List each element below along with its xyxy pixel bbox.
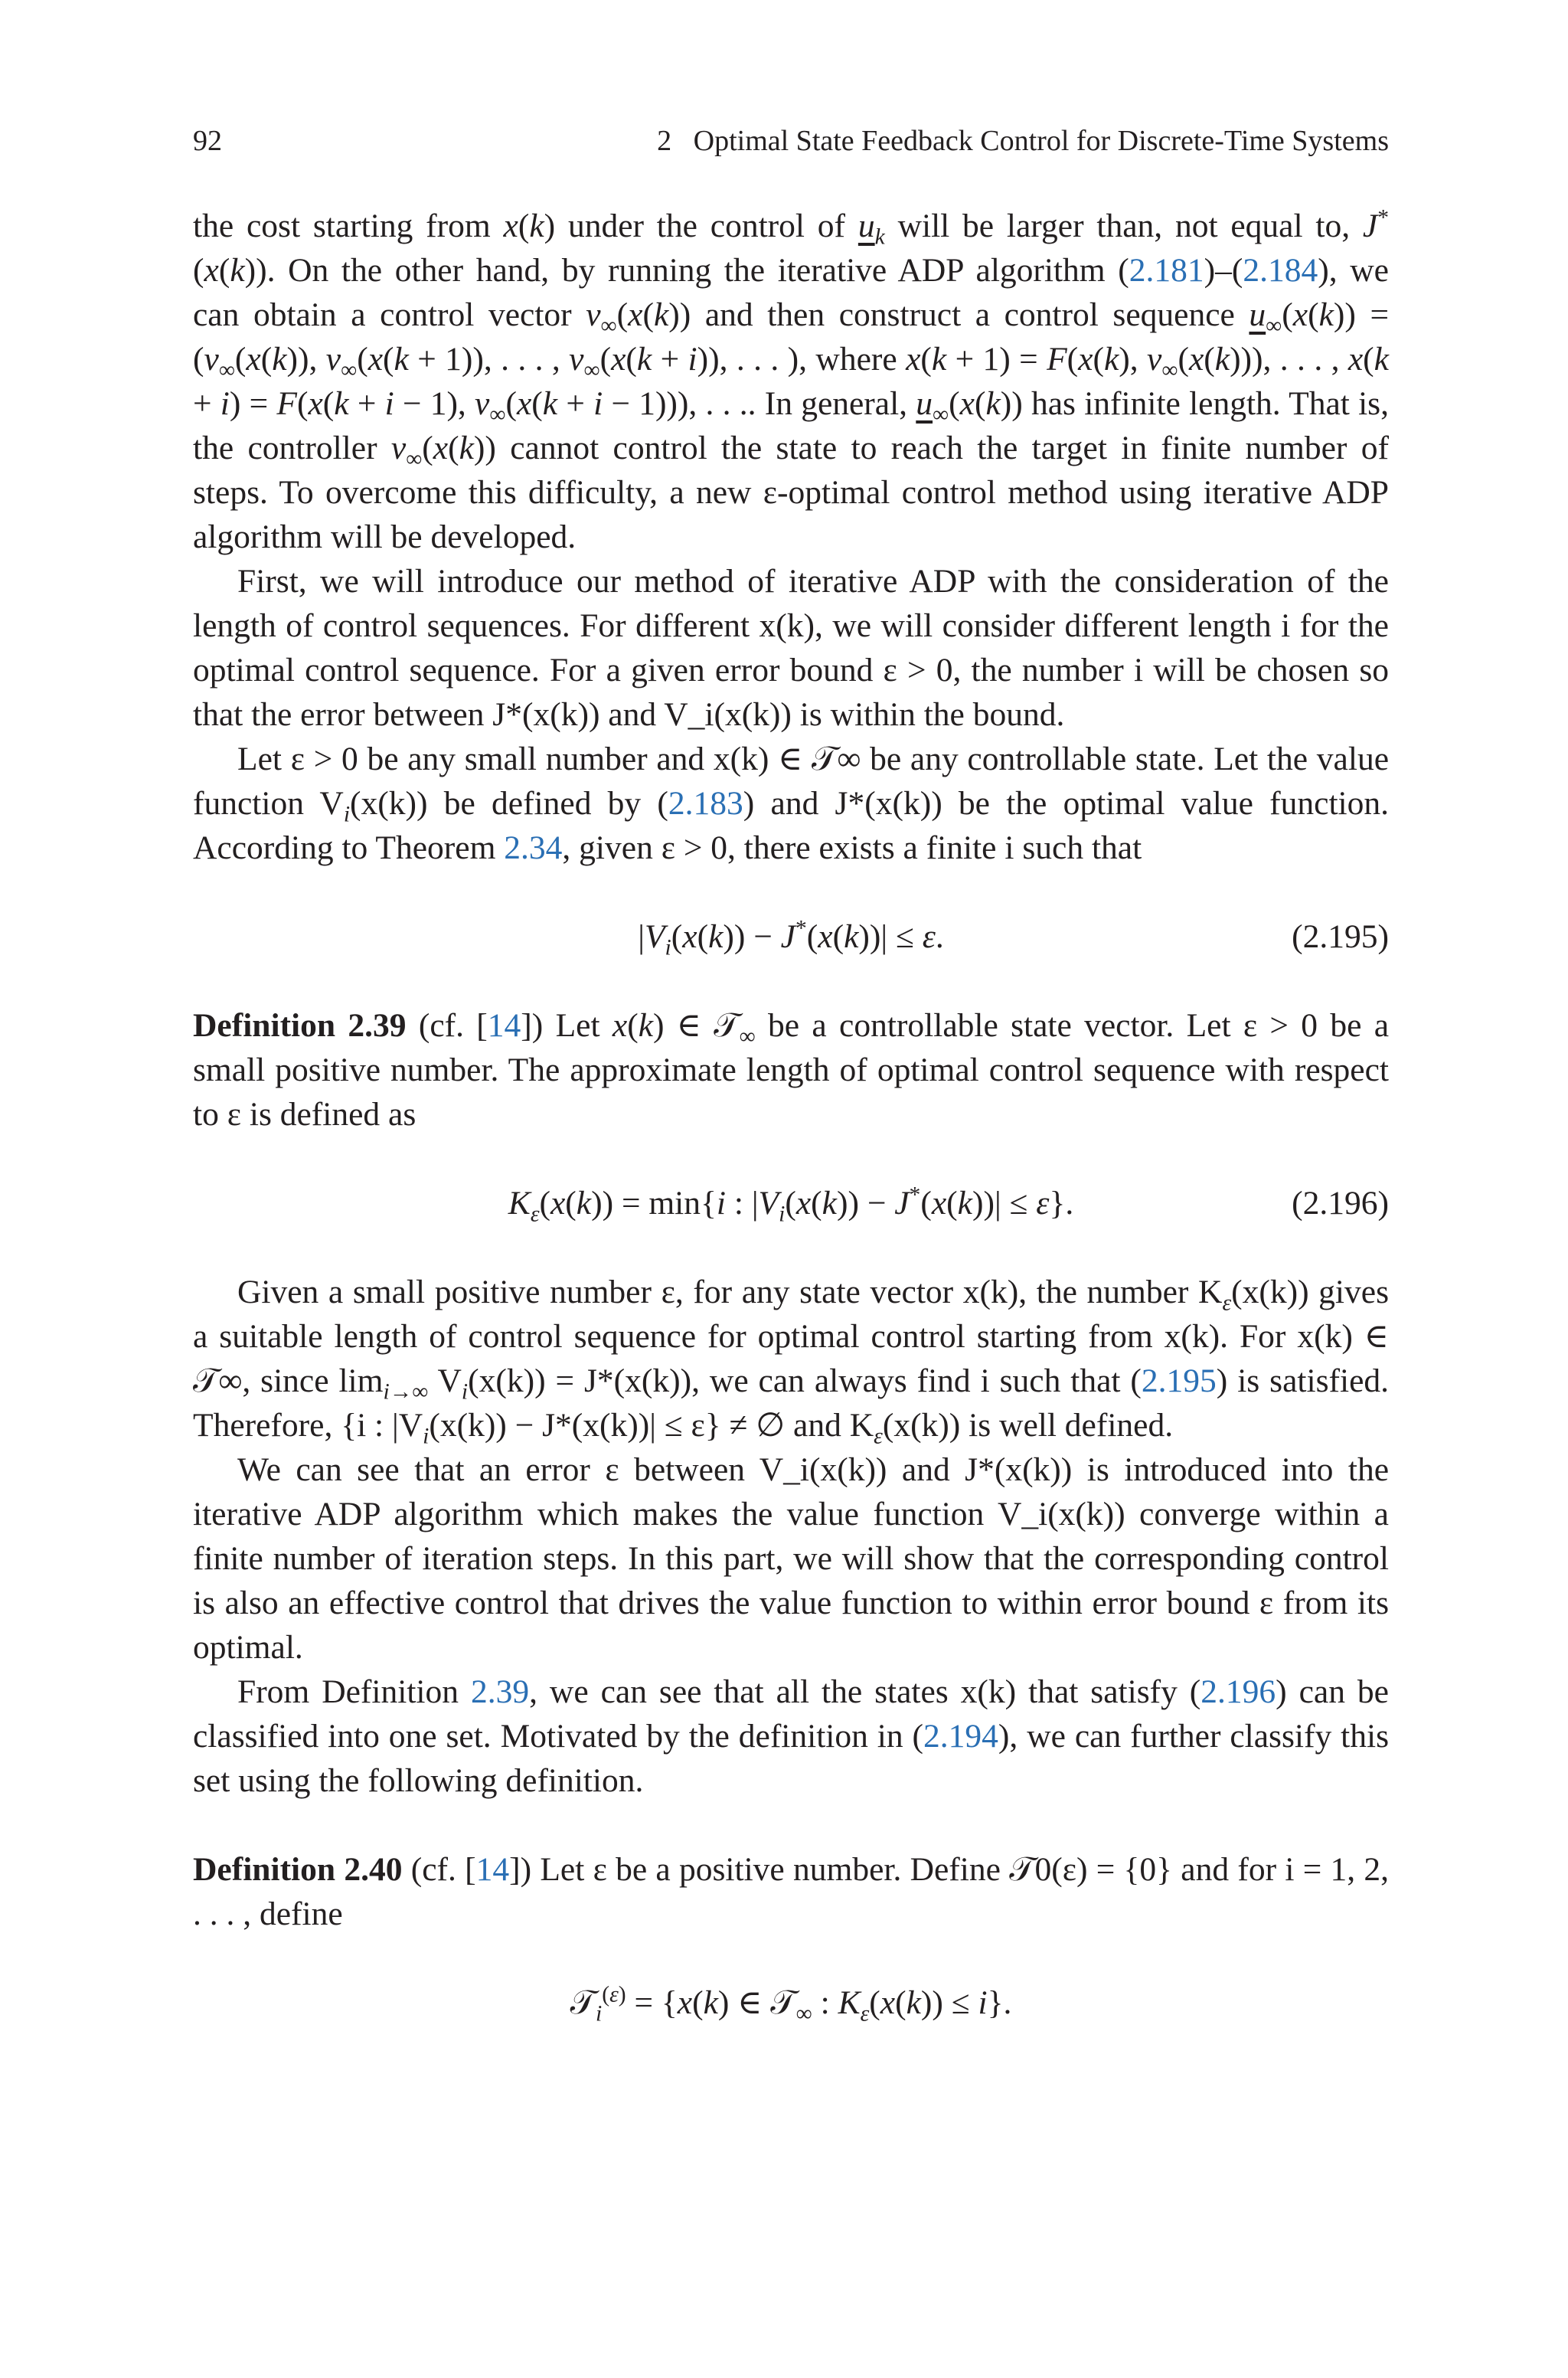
running-title: 2 Optimal State Feedback Control for Discrete-Time Systems xyxy=(657,125,1389,157)
equation-number: (2.195) xyxy=(1292,918,1389,955)
paragraph-3: Let ε > 0 be any small number and x(k) ∈ 𝒯∞ be any controllable state. Let the value function $V_i(x(k))$ be defined by (2.183) and J*(x(k)) be the optimal value function. According to Theorem 2.34, given ε > 0, there exists a finite i such that xyxy=(193,741,1389,866)
ref-eq-2-184[interactable]: 2.184 xyxy=(1243,252,1318,289)
definition-label: Definition 2.39 xyxy=(193,1007,407,1044)
equation-number: (2.196) xyxy=(1292,1185,1389,1222)
definition-2-40: Definition 2.40 (cf. [14]) Let ε be a positive number. Define 𝒯0(ε) = {0} and for i = 1, 2, . . . , define xyxy=(193,1851,1389,1932)
ref-definition-2-39[interactable]: 2.39 xyxy=(470,1673,530,1710)
equation-set-definition: 𝒯$_i^{(\varepsilon)}$ = {x(k) ∈ 𝒯$_\infty$ : $K_\varepsilon(x(k)) \le i$}. xyxy=(570,1982,1012,2026)
paragraph-4: Given a small positive number ε, for any state vector x(k), the number $K_\varepsilon(x(k))$ gives a suitable length of control sequence for optimal control starting from x(k). For x(k) ∈ 𝒯∞, since $\lim_{i\to\infty} V_i(x(k)) = J*(x(k))$, we can always find i such that (2.195) is satisfied. Therefore, {i : $|V_i(x(k)) - J*(x(k))| \le \varepsilon$} ≠ ∅ and $K_\varepsilon(x(k))$ is well defined. xyxy=(193,1274,1389,1449)
paragraph-6: From Definition 2.39, we can see that all the states x(k) that satisfy (2.196) can be classified into one set. Motivated by the definition in (2.194), we can further classify this set using the following definition. xyxy=(193,1673,1389,1799)
ref-eq-2-183[interactable]: 2.183 xyxy=(668,785,743,822)
equation-2-195: $|V_i(x(k)) - J^*(x(k))| \le \varepsilon$. (2.195) xyxy=(193,914,1389,959)
ref-eq-2-194[interactable]: 2.194 xyxy=(923,1718,998,1755)
ref-eq-2-196[interactable]: 2.196 xyxy=(1200,1673,1276,1710)
ref-theorem-2-34[interactable]: 2.34 xyxy=(504,829,563,866)
ref-eq-2-181[interactable]: 2.181 xyxy=(1129,252,1204,289)
definition-label: Definition 2.40 xyxy=(193,1851,403,1888)
body-text xyxy=(193,204,1389,2025)
paragraph-1: the cost starting from x(k) under the control of $u_k$ will be larger than, not equal to, J*(x(k)). On the other hand, by running the iterative ADP algorithm (2.181)–(2.184), we can obtain a control vector $v_\infty(x(k))$ and then construct a control sequence $u_\infty(x(k)) = (v_\infty(x(k))$, $v_\infty(x(k + 1))$, . . . , $v_\infty(x(k + i))$, . . . ), where x(k + 1) = F(x(k), $v_\infty(x(k))$), . . . , x(k + i) = F(x(k + i − 1), $v_\infty(x(k + i - 1))$), . . .. In general, $u_\infty(x(k))$ has infinite length. That is, the controller $v_\infty(x(k))$ cannot control the state to reach the target in finite number of steps. To overcome this difficulty, a new ε-optimal control method using iterative ADP algorithm will be developed. xyxy=(193,205,1389,555)
page-number: 92 xyxy=(193,125,222,157)
definition-2-39: Definition 2.39 (cf. [14]) Let x(k) ∈ 𝒯$_\infty$ be a controllable state vector. Let ε > 0 be a small positive number. The approximate length of optimal control sequence with respect to ε is defined as xyxy=(193,1007,1390,1133)
ref-eq-2-195[interactable]: 2.195 xyxy=(1141,1362,1217,1399)
paragraph-2: First, we will introduce our method of iterative ADP with the consideration of the length of control sequences. For different x(k), we will consider different length i for the optimal control sequence. For a given error bound ε > 0, the number i will be chosen so that the error between J*(x(k)) and V_i(x(k)) is within the bound. xyxy=(193,563,1389,733)
paragraph-5: We can see that an error ε between V_i(x(k)) and J*(x(k)) is introduced into the iterative ADP algorithm which makes the value function V_i(x(k)) converge within a finite number of iteration steps. In this part, we will show that the corresponding control is also an effective control that drives the value function to within error bound ε from its optimal. xyxy=(193,1451,1389,1666)
equation-2-196: $K_\varepsilon(x(k)) = \min\{i$ : $|V_i(x(k)) - J^*(x(k))| \le \varepsilon$}. (2.196) xyxy=(193,1181,1389,1225)
ref-citation-14[interactable]: 14 xyxy=(475,1851,510,1888)
ref-citation-14[interactable]: 14 xyxy=(487,1007,521,1044)
